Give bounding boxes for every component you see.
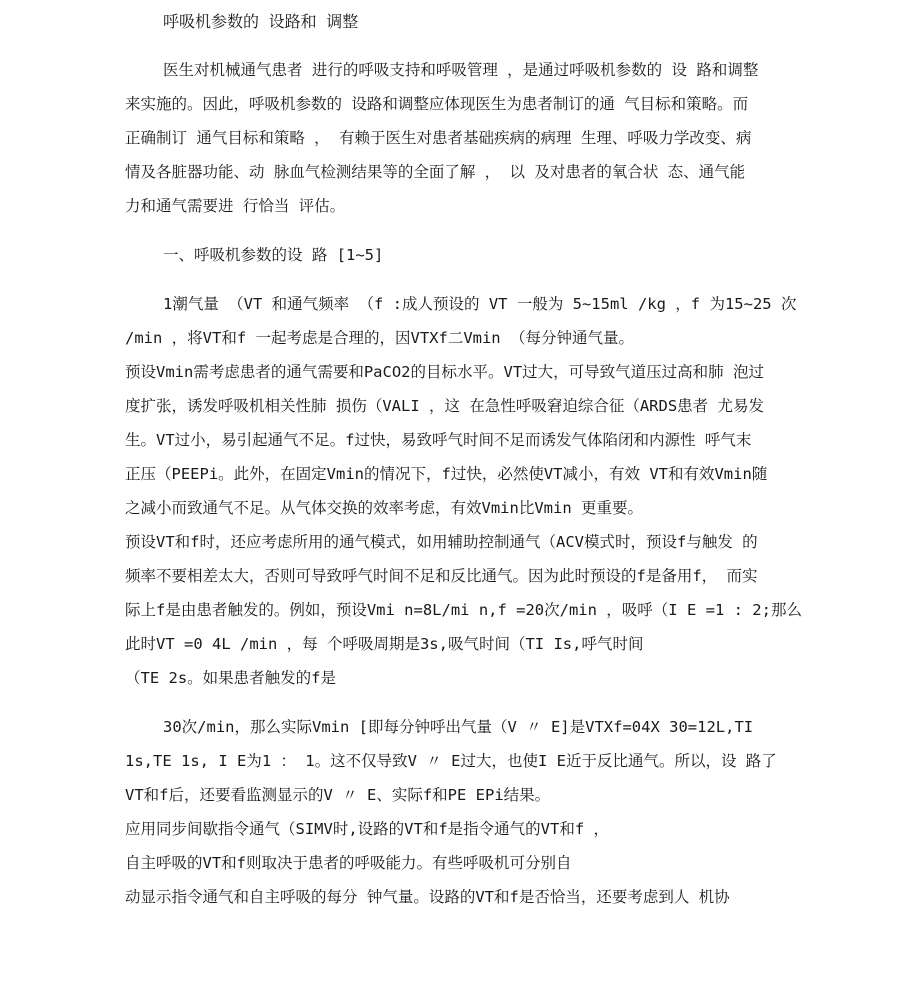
paragraph-3-line-6: 正压（PEEPi。此外，在固定Vmin的情况下，f过快，必然使VT减小，有效 VT和有效Vmin随	[125, 465, 768, 483]
paragraph-3-line-7: 之减小而致通气不足。从气体交换的效率考虑，有效Vmin比Vmin 更重要。	[125, 499, 643, 517]
paragraph-3-line-1: 1潮气量 （VT 和通气频率 （f :成人预设的 VT 一般为 5~15ml /kg ，f 为15~25 次	[163, 295, 797, 313]
paragraph-1-line-5: 力和通气需要进 行恰当 评估。	[125, 197, 346, 215]
paragraph-4-line-6: 动显示指令通气和自主呼吸的每分 钟气量。设路的VT和f是否恰当，还要考虑到人 机协	[125, 888, 730, 906]
paragraph-3-line-2: /min ，将VT和f 一起考虑是合理的，因VTXf二Vmin （每分钟通气量。	[125, 329, 634, 347]
paragraph-3-line-5: 生。VT过小，易引起通气不足。f过快，易致呼气时间不足而诱发气体陷闭和内源性 呼气末	[125, 431, 752, 449]
paragraph-4-line-2: 1s,TE 1s, I E为1 ： 1。这不仅导致V 〃 E过大，也使I E近于反比通气。所以，设 路了	[125, 752, 777, 770]
document-title: 呼吸机参数的 设路和 调整	[163, 12, 359, 31]
paragraph-4-line-5: 自主呼吸的VT和f则取决于患者的呼吸能力。有些呼吸机可分别自	[125, 854, 572, 872]
section-heading: 一、呼吸机参数的设 路 [1~5]	[163, 246, 384, 264]
paragraph-3-line-3: 预设Vmin需考虑患者的通气需要和PaCO2的目标水平。VT过大，可导致气道压过高和肺 泡过	[125, 363, 764, 381]
paragraph-3-line-9: 频率不要相差太大，否则可导致呼气时间不足和反比通气。因为此时预设的f是备用f， 而实	[125, 567, 758, 585]
paragraph-3-line-11: 此时VT =0 4L /min ，每 个呼吸周期是3s,吸气时间（TI Is,呼气时间	[125, 635, 644, 653]
paragraph-4-line-3: VT和f后，还要看监测显示的V 〃 E、实际f和PE EPi结果。	[125, 786, 551, 804]
paragraph-1-line-3: 正确制订 通气目标和策略 ， 有赖于医生对患者基础疾病的病理 生理、呼吸力学改变、病	[125, 129, 752, 147]
paragraph-4-line-4: 应用同步间歇指令通气（SIMV时,设路的VT和f是指令通气的VT和f ，	[125, 820, 609, 838]
paragraph-3-line-4: 度扩张，诱发呼吸机相关性肺 损伤（VALI ，这 在急性呼吸窘迫综合征（ARDS患者 尤易发	[125, 397, 764, 415]
paragraph-3-line-10: 际上f是由患者触发的。例如，预设Vmi n=8L/mi n,f =20次/min ，吸呼（I E =1 : 2;那么	[125, 601, 802, 619]
paragraph-4-line-1: 30次/min，那么实际Vmin [即每分钟呼出气量（V 〃 E]是VTXf=04X 30=12L,TI	[163, 718, 754, 736]
paragraph-1-line-4: 情及各脏器功能、动 脉血气检测结果等的全面了解 ， 以 及对患者的氧合状 态、通气能	[125, 163, 746, 181]
paragraph-3-line-12: （TE 2s。如果患者触发的f是	[125, 669, 336, 687]
paragraph-3-line-8: 预设VT和f时，还应考虑所用的通气模式，如用辅助控制通气（ACV模式时，预设f与触发 的	[125, 533, 758, 551]
paragraph-1-line-2: 来实施的。因此，呼吸机参数的 设路和调整应体现医生为患者制订的通 气目标和策略。而	[125, 95, 749, 113]
paragraph-1-line-1: 医生对机械通气患者 进行的呼吸支持和呼吸管理 ，是通过呼吸机参数的 设 路和调整	[163, 61, 759, 79]
